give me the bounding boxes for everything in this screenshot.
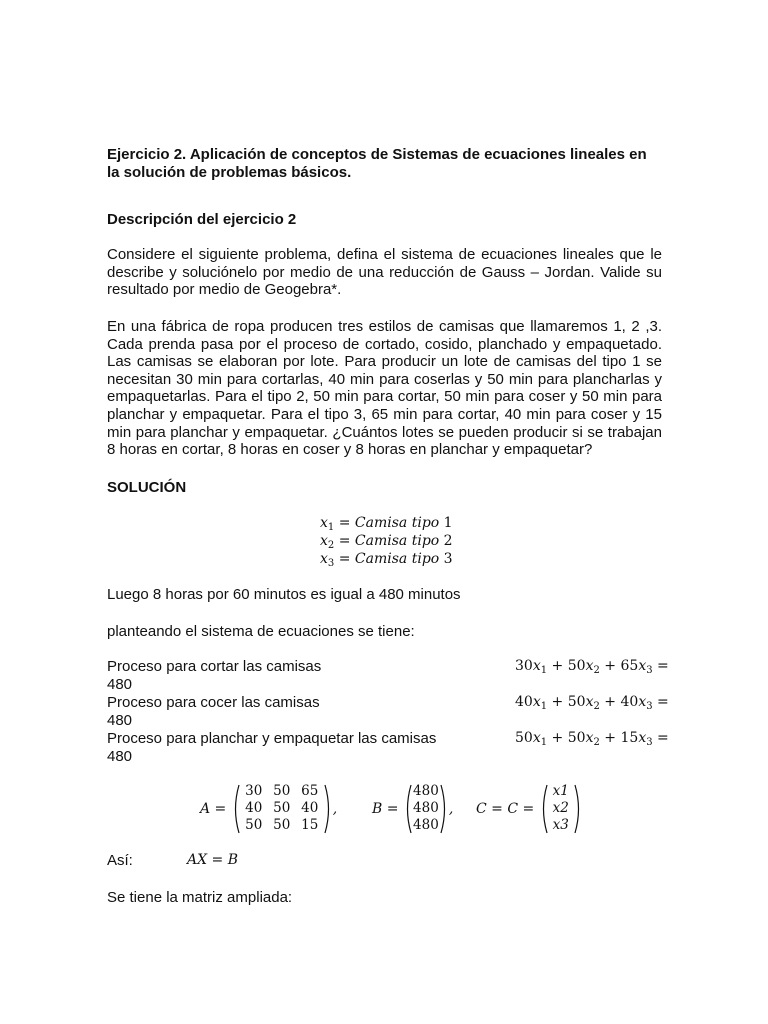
process-equation: $30x_1 + 50x_2 + 65x_3$ = xyxy=(515,658,669,676)
matrix-a-label: A = xyxy=(200,800,231,817)
augmented-line: Se tiene la matriz ampliada: xyxy=(107,889,293,906)
hours-line: Luego 8 horas por 60 minutos es igual a 480 minutos xyxy=(107,586,461,603)
system-intro: planteando el sistema de ecuaciones se tiene: xyxy=(107,623,415,640)
process-label: Proceso para cocer las camisas xyxy=(107,694,320,711)
variable-row: $x_2$ = Camisa tipo 2 xyxy=(320,533,453,551)
right-paren xyxy=(574,784,583,834)
variable-row: $x_3$ = Camisa tipo 3 xyxy=(320,551,453,569)
matrix-a-cells: 30 50 65 40 50 40 50 50 15 xyxy=(245,783,319,833)
as-label: Así: xyxy=(107,852,133,869)
left-paren xyxy=(231,784,240,834)
intro-text: Considere el siguiente problema, defina el sistema de ecuaciones lineales que le describe y soluciónelo por medio de una reducción de Gauss – Jordan. Valide su resultado por medio de Geogebra*. xyxy=(107,246,662,299)
right-paren xyxy=(440,784,449,834)
exercise-title: Ejercicio 2. Aplicación de conceptos de Sistemas de ecuaciones lineales en la solución de problemas básicos. xyxy=(107,146,647,181)
process-label: Proceso para planchar y empaquetar las camisas xyxy=(107,730,437,747)
process-label: Proceso para cortar las camisas xyxy=(107,658,322,675)
matrix-b-cells: 480 480 480 xyxy=(413,783,439,833)
left-paren xyxy=(403,784,412,834)
matrix-b-label: B = xyxy=(372,800,403,817)
process-rhs: 480 xyxy=(107,676,133,693)
matrix-a: A = 30 50 65 40 50 40 50 50 15 , xyxy=(200,783,338,833)
variable-definitions xyxy=(320,514,453,568)
process-equation: $40x_1 + 50x_2 + 40x_3$ = xyxy=(515,694,669,712)
right-paren xyxy=(324,784,333,834)
problem-text: En una fábrica de ropa producen tres estilos de camisas que llamaremos 1, 2 ,3. Cada prenda pasa por el proceso de cortado, cosido, planchado y empaquetado. Las camisas se elaboran por lote. Para producir un lote de camisas del tipo 1 se necesitan 30 min para cortarlas, 40 min para coserlas y 50 min para plancharlas y empaquetarlas. Para el tipo 2, 50 min para cortar, 50 min para coser y 50 min para planchar y empaquetar. Para el tipo 3, 65 min para cortar, 40 min para coser y 15 min para planchar y empaquetar. ¿Cuántos lotes se pueden producir si se trabajan 8 horas en cortar, 8 horas en coser y 8 horas en planchar y empaquetar? xyxy=(107,318,662,459)
as-equation: AX = B xyxy=(187,852,238,868)
process-rhs: 480 xyxy=(107,748,133,765)
left-paren xyxy=(539,784,548,834)
matrix-c-cells: x1 x2 x3 xyxy=(552,783,569,833)
solution-heading: SOLUCIÓN xyxy=(107,479,187,496)
description-heading: Descripción del ejercicio 2 xyxy=(107,211,297,228)
matrix-b: B = 480 480 480 , xyxy=(372,783,454,833)
matrix-c xyxy=(476,783,583,834)
variable-row: $x_1$ = Camisa tipo 1 xyxy=(320,515,453,533)
process-rhs: 480 xyxy=(107,712,133,729)
problem-paragraph xyxy=(107,318,662,459)
matrix-c-label: C = C = xyxy=(476,800,539,817)
process-equation: $50x_1 + 50x_2 + 15x_3$ = xyxy=(515,730,669,748)
intro-paragraph xyxy=(107,246,662,299)
